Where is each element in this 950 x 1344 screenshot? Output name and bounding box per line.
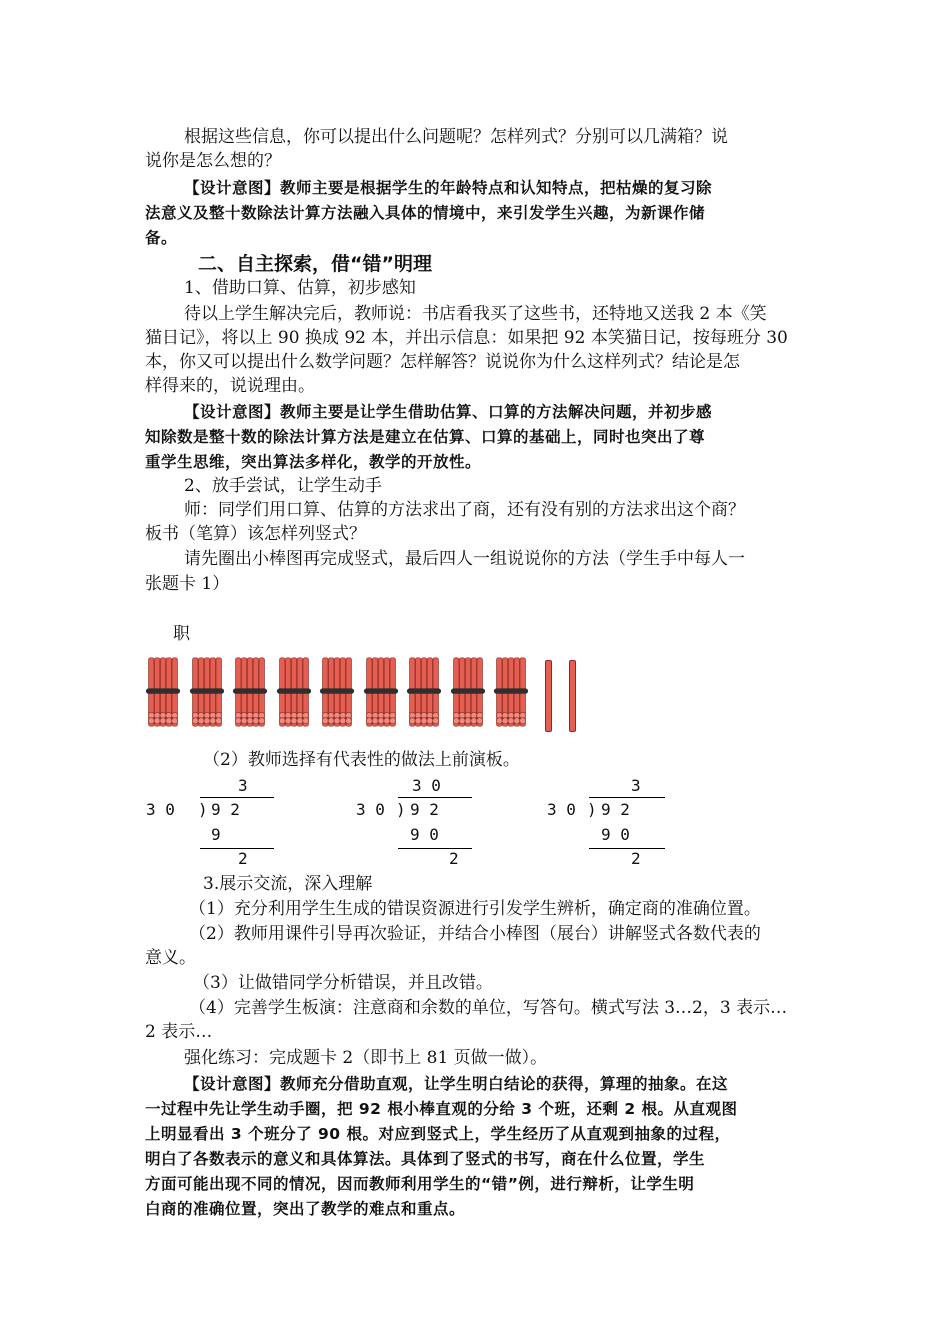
paragraph-text: 说你是怎么想的？ [145,151,281,171]
stick-bundle [232,652,268,732]
single-stick [569,660,576,732]
stick-bundle [145,652,181,732]
paragraph-text: 本，你又可以提出什么数学问题？怎样解答？说说你为什么这样列式？结论是怎 [145,352,740,372]
product: 9 [211,825,221,844]
design-intent-text: 【设计意图】教师主要是让学生借助估算、口算的方法解决问题，并初步感 [184,403,713,421]
paragraph-text: 请先圈出小棒图再完成竖式，最后四人一组说说你的方法（学生手中每人一 [184,549,745,569]
divisor: 3 0 [356,800,385,819]
stick-bundle [319,652,355,732]
design-intent-text: 方面可能出现不同的情况，因而教师利用学生的“错”例，进行辩析，让学生明 [145,1175,695,1193]
design-intent-text: 白商的准确位置，突出了教学的难点和重点。 [145,1200,466,1218]
subheading: 2、放手尝试，让学生动手 [184,476,382,496]
stick-bundle [450,652,486,732]
remainder: 2 [631,849,641,868]
paragraph-text: 猫日记》，将以上 90 换成 92 本，并出示信息：如果把 92 本笑猫日记，按每班分 30 [145,328,788,348]
design-intent-text: 明白了各数表示的意义和具体算法。具体到了竖式的书写，商在什么位置，学生 [145,1150,706,1168]
subheading: 3.展示交流，深入理解 [203,874,373,894]
paragraph-text: （1）充分利用学生生成的错误资源进行引发学生辨析，确定商的准确位置。 [189,899,761,919]
design-intent-text: 一过程中先让学生动手圈，把 92 根小棒直观的分给 3 个班，还剩 2 根。从直观图 [145,1100,738,1118]
single-stick [545,660,552,732]
design-intent-text: 【设计意图】教师充分借助直观，让学生明白结论的获得，算理的抽象。在这 [184,1075,729,1093]
paragraph-text: 张题卡 1） [145,574,230,594]
product: 9 0 [601,825,630,844]
paragraph-text: 样得来的，说说理由。 [145,376,315,396]
paragraph-text: （2）教师选择有代表性的做法上前演板。 [203,750,520,770]
paragraph-text: 2 表示… [145,1022,213,1042]
paragraph-text: 师：同学们用口算、估算的方法求出了商，还有没有别的方法求出这个商？ [184,500,745,520]
design-intent-text: 备。 [145,229,178,247]
stick-bundle [493,652,529,732]
divisor: 3 0 [146,800,175,819]
stick-bundle [276,652,312,732]
bracket: ) [198,800,208,819]
stick-bundle [189,652,225,732]
paragraph-text: （4）完善学生板演：注意商和余数的单位，写答句。横式写法 3…2，3 表示… [189,998,788,1018]
design-intent-text: 重学生思维，突出算法多样化，教学的开放性。 [145,453,482,471]
paragraph-text: 强化练习：完成题卡 2（即书上 81 页做一做）。 [184,1048,548,1068]
design-intent-text: 法意义及整十数除法计算方法融入具体的情境中，来引发学生兴趣，为新课作储 [145,204,706,222]
dividend: 9 2 [601,800,630,819]
paragraph-text: 板书（笔算）该怎样列竖式？ [145,524,366,544]
figure-label: 职 [173,624,190,644]
design-intent-text: 上明显看出 3 个班分了 90 根。对应到竖式上，学生经历了从直观到抽象的过程， [145,1125,731,1143]
design-intent-text: 知除数是整十数的除法计算方法是建立在估算、口算的基础上，同时也突出了尊 [145,428,706,446]
paragraph-text: 根据这些信息，你可以提出什么问题呢？怎样列式？分别可以几满箱？说 [184,127,728,147]
stick-bundle [363,652,399,732]
divisor: 3 0 [547,800,576,819]
paragraph-text: 待以上学生解决完后，教师说：书店看我买了这些书，还特地又送我 2 本《笑 [184,304,767,324]
bracket: ) [587,800,597,819]
paragraph-text: （3）让做错同学分析错误，并且改错。 [193,973,493,993]
dividend: 9 2 [211,800,240,819]
remainder: 2 [449,849,459,868]
paragraph-text: 意义。 [145,948,196,968]
quotient: 3 [238,776,248,795]
stick-bundle [406,652,442,732]
product: 9 0 [410,825,439,844]
remainder: 2 [238,849,248,868]
section-heading: 二、自主探索，借“错”明理 [198,253,432,275]
subheading: 1、借助口算、估算，初步感知 [184,278,416,298]
quotient: 3 [631,776,641,795]
bracket: ) [396,800,406,819]
dividend: 9 2 [410,800,439,819]
paragraph-text: （2）教师用课件引导再次验证，并结合小棒图（展台）讲解竖式各数代表的 [189,924,761,944]
design-intent-text: 【设计意图】教师主要是根据学生的年龄特点和认知特点，把枯燥的复习除 [184,179,713,197]
quotient: 3 0 [412,776,441,795]
